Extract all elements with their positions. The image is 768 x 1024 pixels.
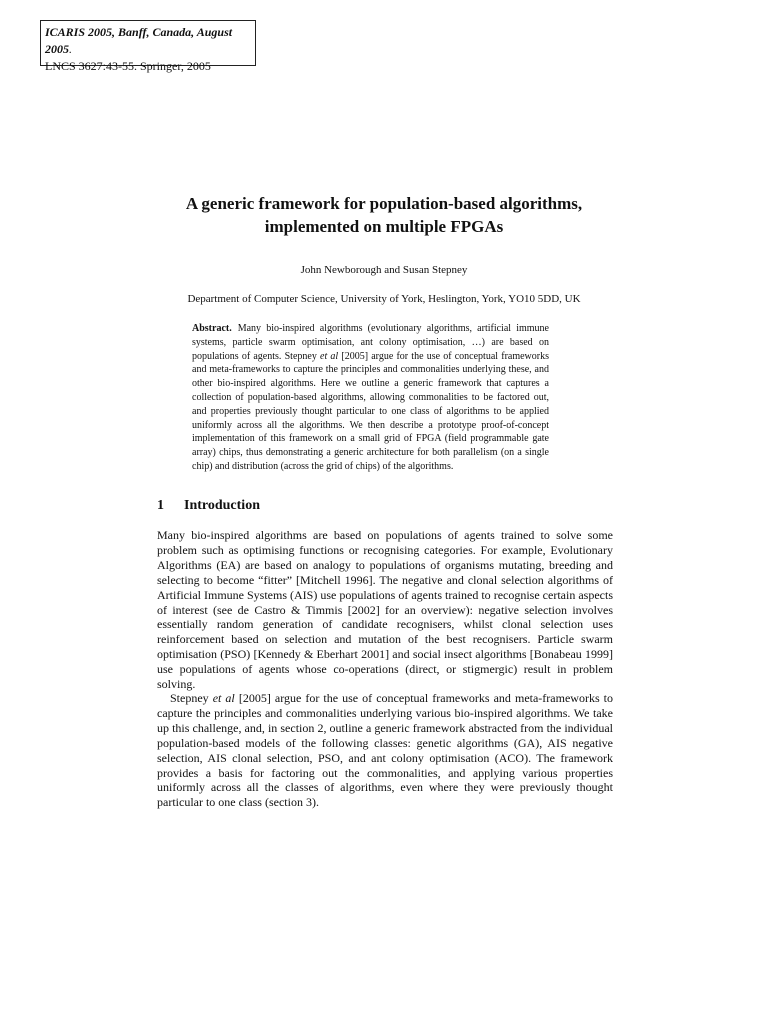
section-title: Introduction xyxy=(184,498,260,513)
affiliation: Department of Computer Science, University of York, Heslington, York, YO10 5DD, UK xyxy=(187,293,581,305)
intro-paragraph-2-b: [2005] argue for the use of conceptual frameworks and meta-frameworks to capture the principles and commonalities underlying various bio-inspired algorithms. We take up this challenge, and, in section 2, outline a generic framework abstracted from the individual population-based models of the following classes: genetic algorithms (GA), AIS negative selection, AIS clonal selection, PSO, and ant colony optimisation (ACO). The framework provides a basis for factoring out the commonalities, and applying various properties uniformly across all the classes of algorithms, even where they were previously thought particular to one class (section 3). xyxy=(157,691,614,810)
citation-venue-suffix: . xyxy=(69,42,72,56)
abstract-et-al: et al xyxy=(320,350,339,362)
section-number: 1 xyxy=(157,498,164,513)
abstract-text-b: [2005] argue for the use of conceptual frameworks and meta-frameworks to capture the principles and commonalities underlying these, and other bio-inspired algorithms. Here we outline a generic framework that captures a collection of population-based algorithms, allowing commonalities to be factored out, and properties previously thought particular to one class of algorithms to be applied uniformly across all the algorithms. We then describe a prototype proof-of-concept implementation of this framework on a small grid of FPGA (field programmable gate array) chips, thus demonstrating a generic architecture for both parallelism (on a single chip) and distribution (across the grid of chips) of the algorithms. xyxy=(192,350,549,472)
section-heading xyxy=(157,497,617,515)
intro-paragraph-2-et-al: et al xyxy=(212,691,235,705)
abstract-text-a: Many bio-inspired algorithms (evolutionary algorithms, artificial immune systems, particle swarm optimisation, ant colony optimisation, …) are based on populations of agents. Stepney xyxy=(192,323,549,362)
abstract xyxy=(192,322,549,474)
citation-lncs: LNCS 3627:43-55. Springer, 2005 xyxy=(45,59,211,73)
intro-paragraph-2-a: Stepney xyxy=(170,691,213,705)
intro-paragraph-1: Many bio-inspired algorithms are based on populations of agents trained to solve some problem such as optimising functions or recognising categories. For example, Evolutionary Algorithms (EA) are based on analogy to populations of organisms mutating, breeding and selecting to become “fitter” [Mitchell 1996]. The negative and clonal selection algorithms of Artificial Immune Systems (AIS) use populations of agents trained to recognise certain aspects of interest (see de Castro & Timmis [2002] for an overview): negative selection involves essentially random generation of candidate recognisers, whilst clonal selection uses reinforcement based on selection and mutation of the best recognisers. Particle swarm optimisation (PSO) [Kennedy & Eberhart 2001] and social insect algorithms [Bonabeau 1999] use populations of agents whose co-operations (direct, or stigmergic) result in problem solving. xyxy=(157,528,613,692)
citation-venue: ICARIS 2005, Banff, Canada, August 2005. xyxy=(45,25,233,56)
abstract-label: Abstract. xyxy=(192,323,232,334)
citation-box xyxy=(40,20,256,73)
paper-title-line-1: A generic framework for population-based algorithms, xyxy=(185,194,583,213)
paper-title-line-2: implemented on multiple FPGAs xyxy=(264,217,504,236)
authors: John Newborough and Susan Stepney xyxy=(300,264,468,276)
intro-paragraph-2 xyxy=(157,691,613,810)
paper-title xyxy=(0,192,768,238)
